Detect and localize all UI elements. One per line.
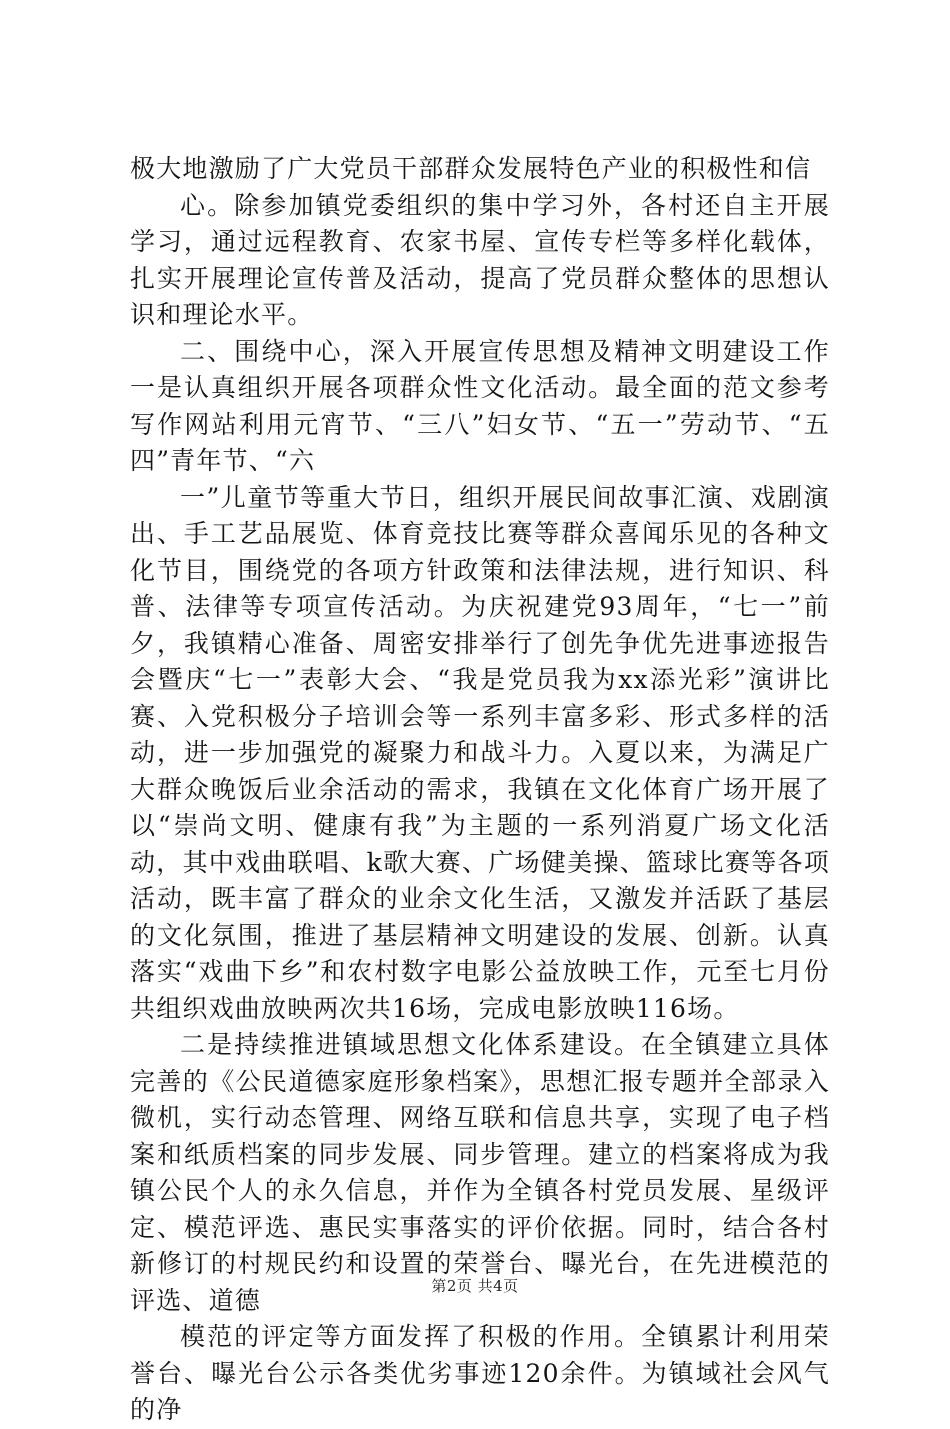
paragraph: 一”儿童节等重大节日，组织开展民间故事汇演、戏剧演出、手工艺品展览、体育竞技比赛等群众喜闻乐见的各种文化节目，围绕党的各项方针政策和法律法规，进行知识、科普、法律等专项宣传活动。为庆祝建党93周年，“七一”前夕，我镇精心准备、周密安排举行了创先争优先进事迹报告会暨庆“七一”表彰大会、“我是党员我为xx添光彩”演讲比赛、入党积极分子培训会等一系列丰富多彩、形式多样的活动，进一步加强党的凝聚力和战斗力。入夏以来，为满足广大群众晚饭后业余活动的需求，我镇在文化体育广场开展了以“崇尚文明、健康有我”为主题的一系列消夏广场文化活动，其中戏曲联唱、k歌大赛、广场健美操、篮球比赛等各项活动，既丰富了群众的业余文化生活，又激发并活跃了基层的文化氛围，推进了基层精神文明建设的发展、创新。认真落实“戏曲下乡”和农村数字电影公益放映工作，元至七月份共组织戏曲放映两次共16场，完成电影放映116场。: [130, 482, 830, 1023]
paragraph: 二、围绕中心，深入开展宣传思想及精神文明建设工作一是认真组织开展各项群众性文化活动。最全面的范文参考写作网站利用元宵节、“三八”妇女节、“五一”劳动节、“五四”青年节、“六: [130, 336, 830, 475]
paragraph: 极大地激励了广大党员干部群众发展特色产业的积极性和信: [130, 154, 812, 183]
page-number-footer: 第2页 共4页: [431, 1277, 519, 1295]
paragraph: 模范的评定等方面发挥了积极的作用。全镇累计利用荣誉台、曝光台公示各类优劣事迹120余件。为镇域社会风气的净: [130, 1322, 830, 1424]
paragraph: 心。除参加镇党委组织的集中学习外，各村还自主开展学习，通过远程教育、农家书屋、宣传专栏等多样化载体，扎实开展理论宣传普及活动，提高了党员群众整体的思想认识和理论水平。: [130, 190, 830, 329]
body-text: [130, 151, 830, 1429]
paragraph: 二是持续推进镇域思想文化体系建设。在全镇建立具体完善的《公民道德家庭形象档案》，思想汇报专题并全部录入微机，实行动态管理、网络互联和信息共享，实现了电子档案和纸质档案的同步发展、同步管理。建立的档案将成为我镇公民个人的永久信息，并作为全镇各村党员发展、星级评定、模范评选、惠民实事落实的评价依据。同时，结合各村新修订的村规民约和设置的荣誉台、曝光台，在先进模范的评选、道德: [130, 1030, 830, 1315]
